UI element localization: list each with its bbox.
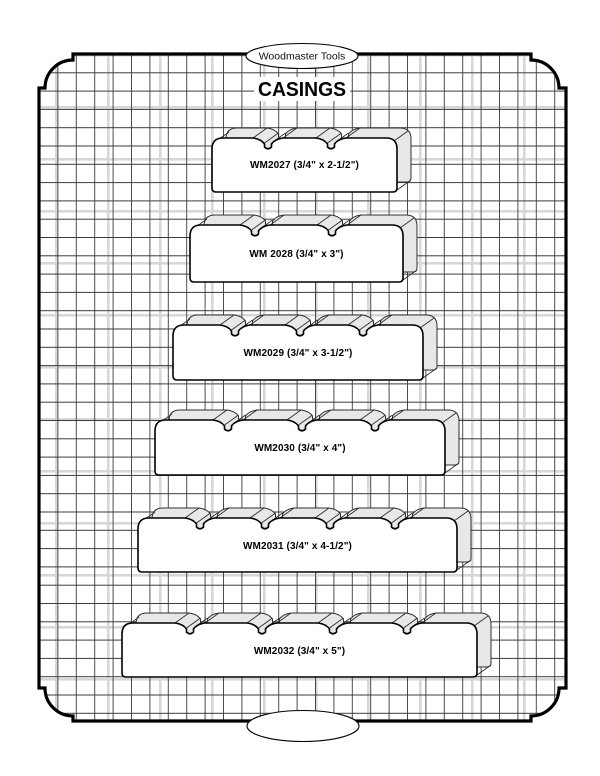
brand-label: Woodmaster Tools xyxy=(258,50,346,63)
casing-label: WM2032 (3/4" x 5") xyxy=(253,646,346,657)
casing-wm2032 xyxy=(122,613,491,677)
bottom-ellipse xyxy=(247,711,359,742)
casing-label: WM2031 (3/4" x 4-1/2") xyxy=(243,541,352,552)
casing-wm2030 xyxy=(155,410,459,475)
page-title-label: CASINGS xyxy=(258,79,346,101)
casing-label: WM2029 (3/4" x 3-1/2") xyxy=(243,348,353,359)
brand-ellipse xyxy=(246,44,358,69)
molding-profile-drawing xyxy=(138,508,471,572)
casing-label: WM2027 (3/4" x 2-1/2") xyxy=(250,160,359,171)
casing-wm2027 xyxy=(212,128,411,192)
casing-wm2028 xyxy=(190,215,417,282)
casing-label: WM 2028 (3/4" x 3") xyxy=(249,249,344,260)
casing-wm2029 xyxy=(173,315,437,380)
casing-label: WM2030 (3/4" x 4") xyxy=(254,443,346,454)
casing-wm2031 xyxy=(138,508,471,572)
molding-profile-drawing xyxy=(122,613,491,677)
page-title xyxy=(254,77,350,101)
